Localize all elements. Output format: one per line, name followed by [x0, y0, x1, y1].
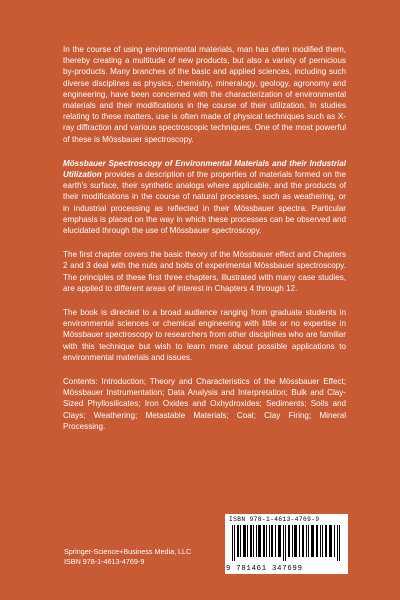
publisher-isbn: ISBN 978-1-4613-4769-9: [64, 557, 145, 566]
barcode-isbn: ISBN 978-1-4613-4769-9: [229, 516, 320, 523]
paragraph-intro: In the course of using environmental materials, man has often modified them, thereby creating a multitude of new products, but also a variety of pernicious by-products. Many branches of the basic and applied sciences, including such diverse disciplines as physics, chemistry, mineralogy, geology, agronomy and engineering, have been concerned with the characterization of environmental materials and their modifications in the course of their utilization. In studies relating to these matters, use is often made of physical techniques such as X-ray diffraction and various spectroscopic techniques. One of the most powerful of these is Mössbauer spectroscopy.: [63, 45, 346, 144]
blurb: [63, 44, 346, 445]
barcode-box: [225, 514, 348, 574]
book-title: Mössbauer Spectroscopy of Environmental Materials and their Industrial Utilization: [63, 158, 346, 180]
paragraph-contents: Contents: Introduction; Theory and Characteristics of the Mössbauer Effect; Mössbauer Instrumentation; Data Analysis and Interpretation; Bulk and Clay-Sized Phyllosilicates; Iron Oxides and Oxhydroxides; Sediments; Soils and Clays; Weathering; Metastable Materials; Coal; Clay Firing; Mineral Processing.: [63, 377, 346, 431]
barcode-icon: [232, 525, 342, 561]
paragraph-audience: The book is directed to a broad audience ranging from graduate students in environmental sciences or chemical engineering with little or no expertise in Mössbauer spectroscopy to researchers from other disciplines who are familiar with this technique but wish to learn more about possible applications to environmental materials and issues.: [63, 308, 346, 362]
barcode-digits: 9 781461 347699: [226, 565, 303, 573]
paragraph-chapters: The first chapter covers the basic theory of the Mössbauer effect and Chapters 2 and 3 deal with the nuts and bolts of experimental Mössbauer spectroscopy. The principles of these first three chapters, illustrated with many case studies, are applied to different areas of interest in Chapters 4 through 12.: [63, 250, 346, 293]
paragraph-description: [63, 158, 346, 236]
description-text: provides a description of the properties of materials formed on the earth's surface, their synthetic analogs where applicable, and the products of their modifications in the course of natural processes, such as weathering, or in industrial processing as reflected in their Mössbauer spectra. Particular emphasis is placed on the way in which these processes can be observed and elucidated through the use of Mössbauer spectroscopy.: [63, 170, 346, 236]
publisher-info: [64, 547, 191, 567]
publisher-name: Springer-Science+Business Media, LLC: [64, 547, 192, 556]
